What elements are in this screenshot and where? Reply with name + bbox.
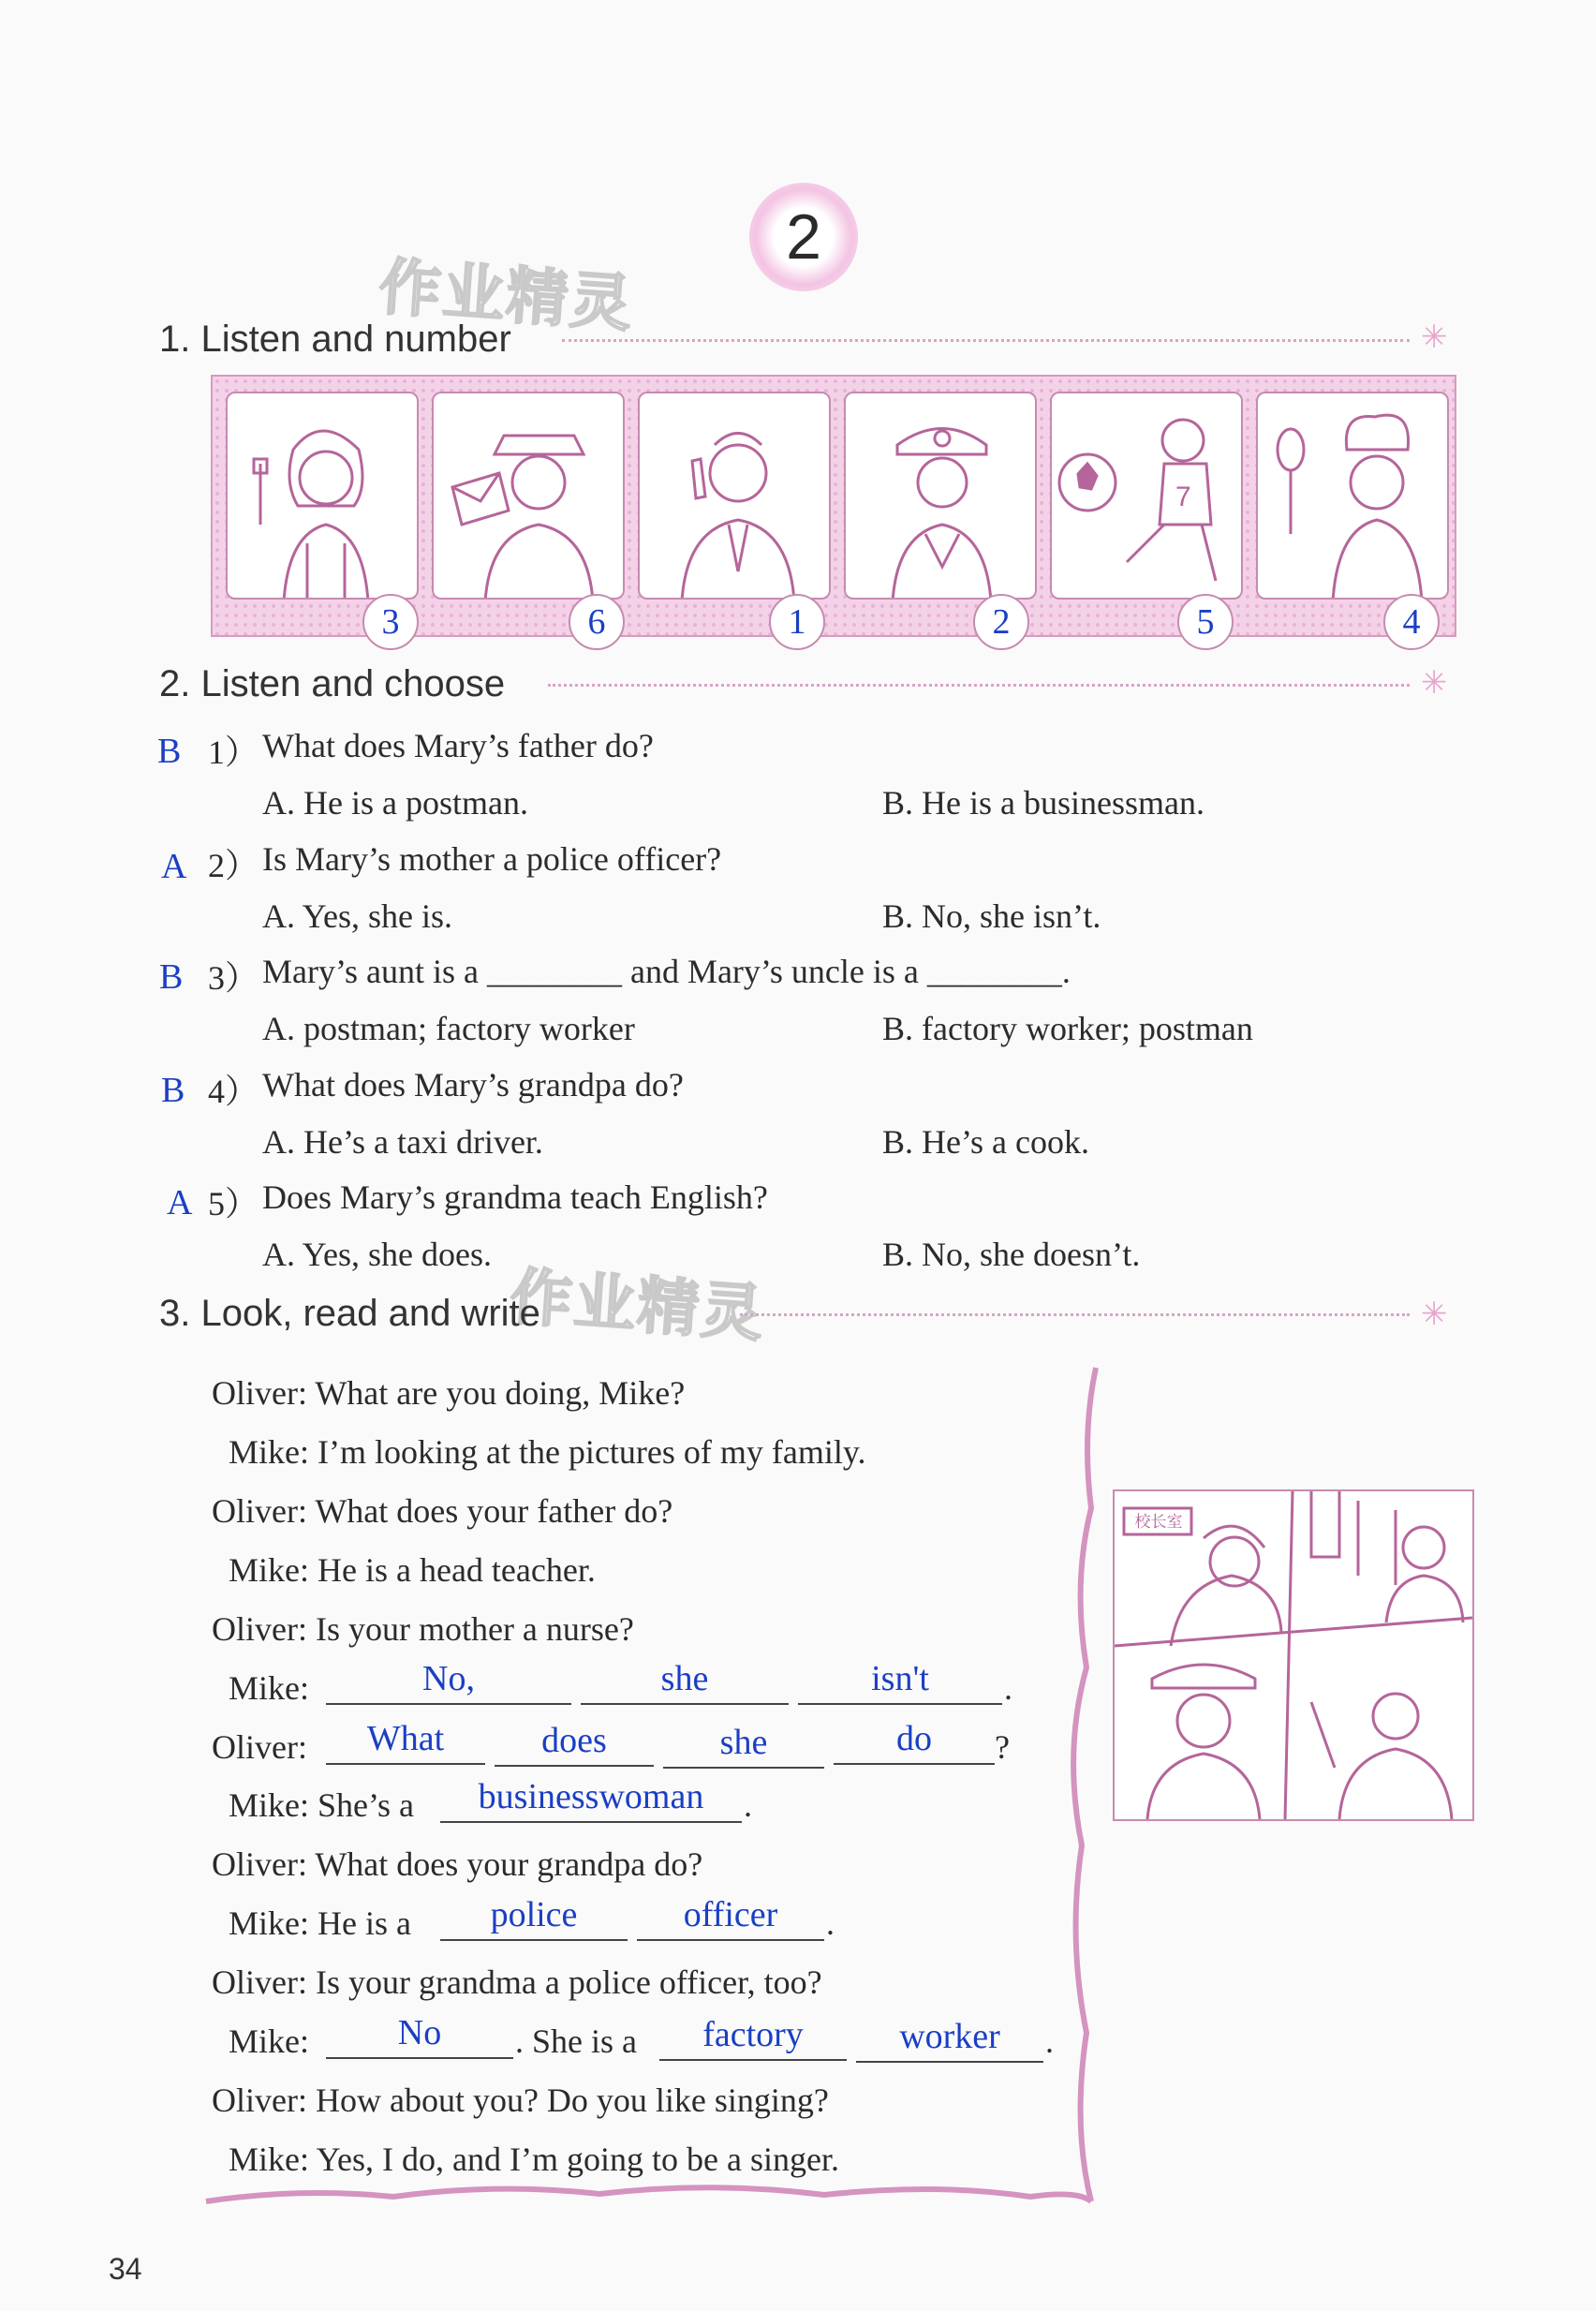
dialog-label: Mike: <box>229 1669 309 1707</box>
answer-blank[interactable]: No <box>326 2014 513 2059</box>
answer-blank[interactable]: do <box>834 1720 995 1765</box>
office-sign: 校长室 <box>1134 1513 1183 1532</box>
option-b: B. He is a businessman. <box>882 784 1204 822</box>
section-title-look-read-write: 3. Look, read and write <box>159 1293 540 1334</box>
punctuation: . <box>826 1904 835 1942</box>
option-a: A. Yes, she is. <box>262 897 453 935</box>
question-text: Does Mary’s grandma teach English? <box>262 1178 768 1216</box>
postman-envelope-icon <box>434 393 625 600</box>
question-number: 1） <box>208 733 259 771</box>
option-a: A. He is a postman. <box>262 784 528 822</box>
section-divider <box>740 1313 1410 1316</box>
question-number: 5） <box>208 1185 259 1222</box>
star-icon: ✳ <box>1421 319 1448 356</box>
answer-number-3: 1 <box>769 594 825 650</box>
answer-blank[interactable]: police <box>440 1896 628 1941</box>
unit-number: 2 <box>786 201 821 273</box>
choice-answer: B <box>159 957 184 997</box>
section-divider <box>562 339 1410 342</box>
answer-blank[interactable]: factory <box>659 2016 847 2061</box>
picture-panel-2 <box>432 392 625 600</box>
star-icon: ✳ <box>1421 1296 1448 1333</box>
answer-number-5: 5 <box>1177 594 1234 650</box>
question-number: 2） <box>208 847 259 884</box>
choice-answer: A <box>167 1183 193 1222</box>
answer-number-4: 2 <box>973 594 1029 650</box>
dialog-line: Oliver: What does your grandpa do? <box>212 1845 703 1883</box>
punctuation: . <box>744 1786 752 1824</box>
picture-panel-1 <box>226 392 419 600</box>
answer-blank[interactable]: No, <box>326 1660 571 1705</box>
answer-blank[interactable]: she <box>581 1660 789 1705</box>
question-text: Is Mary’s mother a police officer? <box>262 840 722 878</box>
dialog-line: Mike: Yes, I do, and I’m going to be a singer. <box>229 2141 839 2178</box>
answer-blank[interactable]: she <box>663 1724 824 1769</box>
option-b: B. No, she isn’t. <box>882 897 1101 935</box>
star-icon: ✳ <box>1421 664 1448 702</box>
answer-number-1: 3 <box>362 594 419 650</box>
option-a: A. He’s a taxi driver. <box>262 1123 543 1161</box>
answer-blank[interactable]: businesswoman <box>440 1778 742 1823</box>
picture-panel-3 <box>638 392 831 600</box>
dialog-text: . She is a <box>515 2022 637 2060</box>
picture-panel-6 <box>1256 392 1449 600</box>
section-title-listen-number: 1. Listen and number <box>159 319 511 360</box>
answer-number-2: 6 <box>569 594 625 650</box>
answer-blank[interactable]: worker <box>856 2018 1043 2063</box>
boy-football-icon <box>1052 393 1243 600</box>
option-a: A. postman; factory worker <box>262 1010 635 1047</box>
section-divider <box>548 684 1410 687</box>
watermark: 作业精灵 <box>377 250 636 341</box>
dialog-label: Mike: He is a <box>229 1904 411 1942</box>
dialog-line: Oliver: What are you doing, Mike? <box>212 1374 686 1412</box>
answer-blank[interactable]: isn't <box>798 1660 1002 1705</box>
punctuation: ? <box>995 1728 1010 1766</box>
answer-blank[interactable]: officer <box>637 1896 824 1941</box>
page-number: 34 <box>109 2252 142 2286</box>
dialog-label: Mike: <box>229 2022 309 2060</box>
businessman-phone-icon <box>640 393 831 600</box>
option-b: B. factory worker; postman <box>882 1010 1253 1047</box>
question-text: Mary’s aunt is a ________ and Mary’s uncle is a ________. <box>262 953 1071 990</box>
dialog-line: Oliver: Is your mother a nurse? <box>212 1610 634 1648</box>
dialog-line: Oliver: How about you? Do you like singing? <box>212 2081 829 2119</box>
question-text: What does Mary’s father do? <box>262 727 654 764</box>
option-b: B. No, she doesn’t. <box>882 1236 1141 1273</box>
watermark: 作业精灵 <box>508 1260 767 1351</box>
cook-spoon-icon <box>1258 393 1449 600</box>
option-b: B. He’s a cook. <box>882 1123 1089 1161</box>
unit-badge <box>749 183 858 291</box>
police-officer-icon <box>846 393 1037 600</box>
picture-panel-4 <box>844 392 1037 600</box>
dialog-line: Oliver: What does your father do? <box>212 1492 673 1530</box>
dialog-line: Oliver: Is your grandma a police officer, too? <box>212 1963 822 2001</box>
answer-blank[interactable]: does <box>495 1722 654 1767</box>
answer-number-6: 4 <box>1383 594 1440 650</box>
picture-panel-5 <box>1050 392 1243 600</box>
woman-wrench-icon <box>228 393 419 600</box>
choice-answer: B <box>161 1071 185 1110</box>
svg-text:7: 7 <box>1175 481 1191 512</box>
dialog-label: Mike: She’s a <box>229 1786 414 1824</box>
punctuation: . <box>1045 2022 1054 2060</box>
choice-answer: B <box>157 732 182 771</box>
dialog-line: Mike: He is a head teacher. <box>229 1551 596 1589</box>
question-text: What does Mary’s grandpa do? <box>262 1066 684 1104</box>
dialog-label: Oliver: <box>212 1728 307 1766</box>
answer-blank[interactable]: What <box>326 1720 485 1765</box>
section-title-listen-choose: 2. Listen and choose <box>159 663 506 704</box>
family-illustration <box>1113 1489 1474 1821</box>
picture-strip <box>211 375 1456 642</box>
dialog-line: Mike: I’m looking at the pictures of my family. <box>229 1433 866 1471</box>
choice-answer: A <box>161 847 187 886</box>
punctuation: . <box>1004 1669 1012 1707</box>
question-number: 4） <box>208 1073 259 1110</box>
option-a: A. Yes, she does. <box>262 1236 493 1273</box>
question-number: 3） <box>208 959 259 997</box>
